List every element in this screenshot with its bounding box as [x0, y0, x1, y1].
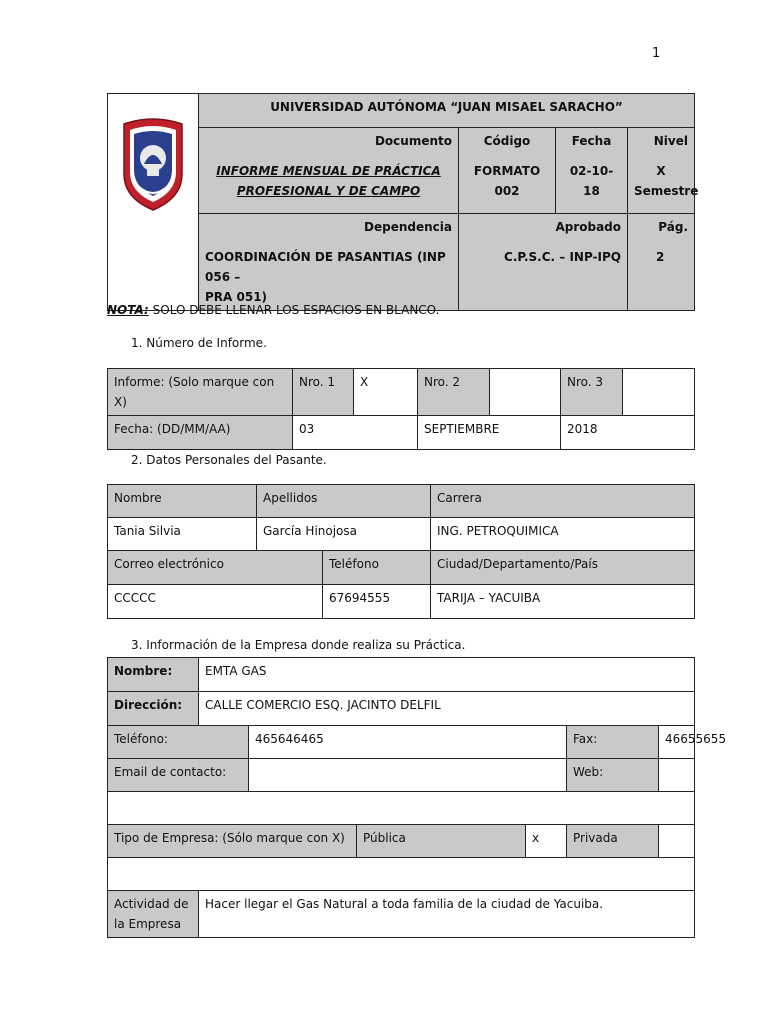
- nombre-field[interactable]: Tania Silvia: [108, 518, 257, 551]
- pasante-table: [107, 484, 695, 619]
- empresa-fax-field[interactable]: 46655655: [659, 726, 695, 759]
- header-table: [107, 93, 699, 311]
- section3-title: 3. Información de la Empresa donde realiza su Práctica.: [131, 638, 466, 652]
- nro3-label: Nro. 3: [561, 369, 623, 416]
- documento-cell: [199, 128, 459, 214]
- ciudad-header: Ciudad/Departamento/País: [431, 551, 695, 585]
- section1-title: 1. Número de Informe.: [131, 336, 267, 350]
- informe-table: [107, 368, 695, 450]
- actividad-label: [108, 891, 199, 938]
- empresa-email-label: Email de contacto:: [108, 759, 249, 792]
- dependencia-value-line2: PRA 051): [205, 290, 268, 304]
- nota-text: [107, 303, 439, 317]
- ciudad-field[interactable]: TARIJA – YACUIBA: [431, 585, 695, 619]
- page-number: 1: [652, 46, 661, 61]
- empresa-fax-label: Fax:: [567, 726, 659, 759]
- nombre-header: Nombre: [108, 485, 257, 518]
- codigo-cell: [459, 128, 556, 214]
- carrera-field[interactable]: ING. PETROQUIMICA: [431, 518, 695, 551]
- document-title-line2: PROFESIONAL Y DE CAMPO: [236, 184, 421, 198]
- fecha-value: 02-10-18: [569, 164, 614, 198]
- nro2-field[interactable]: [490, 369, 561, 416]
- fecha-cell: [556, 128, 628, 214]
- empresa-blank-row-2: [108, 858, 695, 891]
- nota-label: NOTA:: [107, 303, 149, 317]
- dependencia-cell: [199, 214, 459, 311]
- nivel-value-line1: X: [656, 164, 666, 178]
- empresa-blank-row-1: [108, 792, 695, 825]
- publica-label: Pública: [357, 825, 526, 858]
- fecha-day-field[interactable]: 03: [293, 416, 418, 450]
- university-seal-logo: [120, 116, 186, 212]
- empresa-web-field[interactable]: [659, 759, 695, 792]
- document-title-line1: INFORME MENSUAL DE PRÁCTICA: [216, 164, 441, 178]
- empresa-nombre-label: Nombre:: [108, 658, 199, 692]
- carrera-header: Carrera: [431, 485, 695, 518]
- section2-title: 2. Datos Personales del Pasante.: [131, 453, 327, 467]
- actividad-field[interactable]: Hacer llegar el Gas Natural a toda familia de la ciudad de Yacuiba.: [199, 891, 695, 938]
- university-title: UNIVERSIDAD AUTÓNOMA “JUAN MISAEL SARACHO”: [199, 94, 695, 128]
- empresa-direccion-label: Dirección:: [108, 692, 199, 726]
- pag-value: 2: [656, 250, 665, 264]
- telefono-field[interactable]: 67694555: [323, 585, 431, 619]
- empresa-telefono-label: Teléfono:: [108, 726, 249, 759]
- privada-label: Privada: [567, 825, 659, 858]
- publica-field[interactable]: x: [526, 825, 567, 858]
- dependencia-value-line1: COORDINACIÓN DE PASANTIAS (INP 056 –: [205, 250, 446, 284]
- empresa-table: [107, 657, 727, 938]
- telefono-header: Teléfono: [323, 551, 431, 585]
- nro3-field[interactable]: [623, 369, 695, 416]
- nro1-field[interactable]: X: [354, 369, 418, 416]
- fecha-label: Fecha: [571, 134, 612, 148]
- informe-label: Informe: (Solo marque con X): [108, 369, 293, 416]
- fecha-month-field[interactable]: SEPTIEMBRE: [418, 416, 561, 450]
- empresa-telefono-field[interactable]: 465646465: [249, 726, 567, 759]
- correo-field[interactable]: CCCCC: [108, 585, 323, 619]
- nota-body: SOLO DEBE LLENAR LOS ESPACIOS EN BLANCO.: [148, 303, 440, 317]
- pag-cell: [628, 214, 695, 311]
- apellidos-header: Apellidos: [257, 485, 431, 518]
- fecha-year-field[interactable]: 2018: [561, 416, 695, 450]
- codigo-label: Código: [483, 134, 531, 148]
- aprobado-value: C.P.S.C. – INP-IPQ: [504, 250, 621, 264]
- fecha-informe-label: Fecha: (DD/MM/AA): [108, 416, 293, 450]
- privada-field[interactable]: [659, 825, 695, 858]
- aprobado-label: Aprobado: [555, 220, 621, 234]
- nivel-cell: [628, 128, 699, 214]
- correo-header: Correo electrónico: [108, 551, 323, 585]
- nro2-label: Nro. 2: [418, 369, 490, 416]
- dependencia-label: Dependencia: [364, 220, 452, 234]
- documento-label: Documento: [374, 134, 452, 148]
- actividad-label-line2: la Empresa: [114, 917, 182, 931]
- empresa-web-label: Web:: [567, 759, 659, 792]
- nro1-label: Nro. 1: [293, 369, 354, 416]
- nivel-value-line2: Semestre: [634, 184, 699, 198]
- pag-label: Pág.: [658, 220, 688, 234]
- empresa-direccion-field[interactable]: CALLE COMERCIO ESQ. JACINTO DELFIL: [199, 692, 695, 726]
- empresa-email-field[interactable]: [249, 759, 567, 792]
- tipo-empresa-label: Tipo de Empresa: (Sólo marque con X): [108, 825, 357, 858]
- actividad-label-line1: Actividad de: [114, 897, 189, 911]
- apellidos-field[interactable]: García Hinojosa: [257, 518, 431, 551]
- aprobado-cell: [459, 214, 628, 311]
- empresa-nombre-field[interactable]: EMTA GAS: [199, 658, 695, 692]
- codigo-value-line2: 002: [494, 184, 520, 198]
- nivel-label: Nivel: [653, 134, 688, 148]
- codigo-value-line1: FORMATO: [473, 164, 541, 178]
